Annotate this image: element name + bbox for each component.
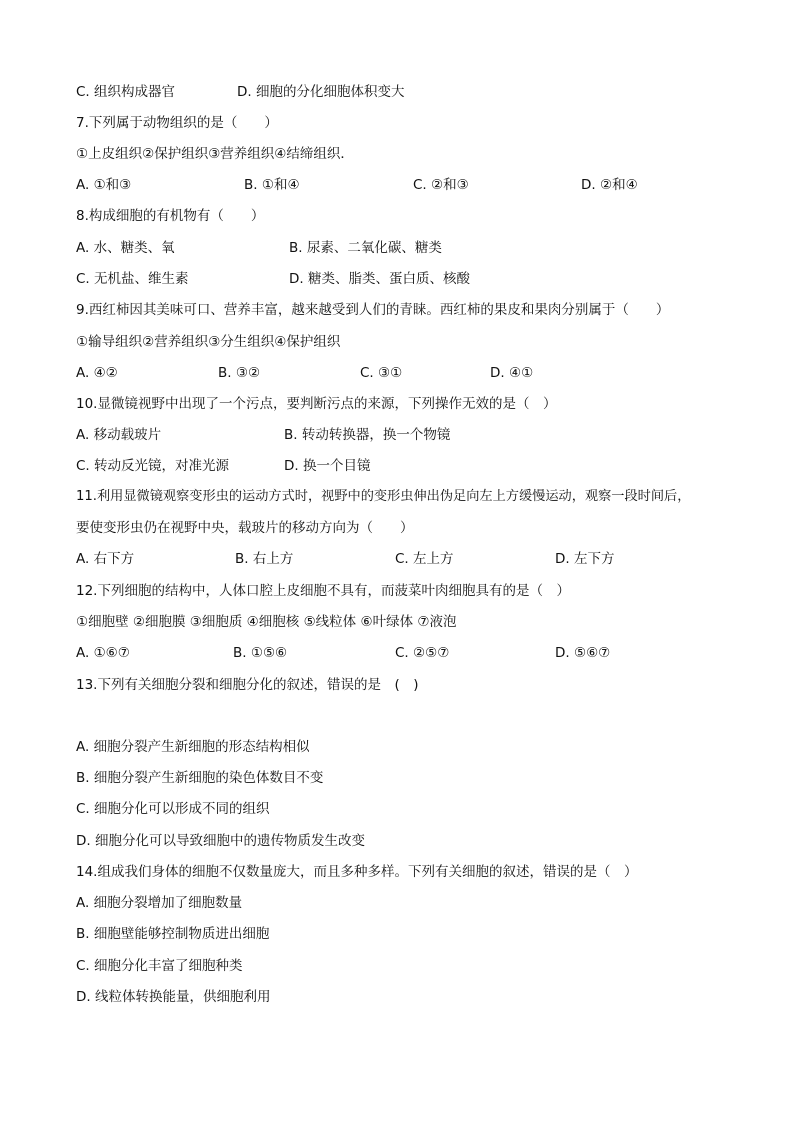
q13-stem: 13.下列有关细胞分裂和细胞分化的叙述，错误的是 ( ): [76, 677, 419, 693]
q7-sub: ①上皮组织②保护组织③营养组织④结缔组织．: [76, 146, 354, 162]
q8-option-b: B. 尿素、二氧化碳、糖类: [289, 240, 442, 256]
q7-option-b: B. ①和④: [244, 177, 300, 193]
q6-option-d: D. 细胞的分化细胞体积变大: [237, 84, 405, 100]
q7-option-d: D. ②和④: [581, 177, 638, 193]
q9-option-d: D. ④①: [490, 365, 534, 381]
q14-stem: 14.组成我们身体的细胞不仅数量庞大，而且多种多样。下列有关细胞的叙述，错误的是（ ）: [76, 864, 638, 880]
q7-stem: 7.下列属于动物组织的是（ ）: [76, 115, 278, 131]
q11-option-a: A. 右下方: [76, 551, 135, 567]
q14-option-b: B. 细胞壁能够控制物质进出细胞: [76, 926, 270, 942]
q14-option-d: D. 线粒体转换能量，供细胞利用: [76, 989, 271, 1005]
q13-option-a: A. 细胞分裂产生新细胞的形态结构相似: [76, 739, 310, 755]
q11-stem-line1: 11.利用显微镜观察变形虫的运动方式时，视野中的变形虫伸出伪足向左上方缓慢运动，观察一段时间后，: [76, 489, 691, 504]
q13-option-b: B. 细胞分裂产生新细胞的染色体数目不变: [76, 770, 324, 786]
q7-option-c: C. ②和③: [413, 177, 469, 193]
q12-option-b: B. ①⑤⑥: [233, 645, 288, 661]
q14-option-a: A. 细胞分裂增加了细胞数量: [76, 895, 243, 911]
q12-option-a: A. ①⑥⑦: [76, 645, 130, 661]
q11-stem-line2: 要使变形虫仍在视野中央，载玻片的移动方向为（ ）: [76, 520, 414, 536]
q10-option-b: B. 转动转换器，换一个物镜: [284, 427, 451, 443]
q10-option-a: A. 移动载玻片: [76, 427, 162, 443]
q8-option-d: D. 糖类、脂类、蛋白质、核酸: [289, 271, 470, 287]
q9-sub: ①输导组织②营养组织③分生组织④保护组织: [76, 334, 341, 350]
q9-option-a: A. ④②: [76, 365, 118, 381]
q13-option-c: C. 细胞分化可以形成不同的组织: [76, 801, 270, 817]
q8-option-a: A. 水、糖类、氧: [76, 240, 175, 256]
q11-option-c: C. 左上方: [395, 551, 454, 567]
q6-option-c: C. 组织构成器官: [76, 84, 176, 100]
q10-option-d: D. 换一个目镜: [284, 458, 371, 474]
q12-option-c: C. ②⑤⑦: [395, 645, 450, 661]
q8-stem: 8.构成细胞的有机物有（ ）: [76, 208, 265, 224]
q9-option-c: C. ③①: [360, 365, 403, 381]
q9-option-b: B. ③②: [218, 365, 261, 381]
q9-stem: 9.西红柿因其美味可口、营养丰富，越来越受到人们的青睐。西红柿的果皮和果肉分别属于（ ）: [76, 302, 670, 318]
q12-option-d: D. ⑤⑥⑦: [555, 645, 611, 661]
q12-sub: ①细胞壁 ②细胞膜 ③细胞质 ④细胞核 ⑤线粒体 ⑥叶绿体 ⑦液泡: [76, 614, 457, 630]
q10-option-c: C. 转动反光镜，对准光源: [76, 458, 230, 474]
q13-option-d: D. 细胞分化可以导致细胞中的遗传物质发生改变: [76, 833, 365, 849]
q10-stem: 10.显微镜视野中出现了一个污点，要判断污点的来源，下列操作无效的是（ ）: [76, 396, 557, 412]
q14-option-c: C. 细胞分化丰富了细胞种类: [76, 958, 243, 974]
q11-option-b: B. 右上方: [235, 551, 294, 567]
q11-option-d: D. 左下方: [555, 551, 615, 567]
q12-stem: 12.下列细胞的结构中，人体口腔上皮细胞不具有，而菠菜叶肉细胞具有的是（ ）: [76, 583, 570, 599]
q7-option-a: A. ①和③: [76, 177, 132, 193]
q8-option-c: C. 无机盐、维生素: [76, 271, 189, 287]
